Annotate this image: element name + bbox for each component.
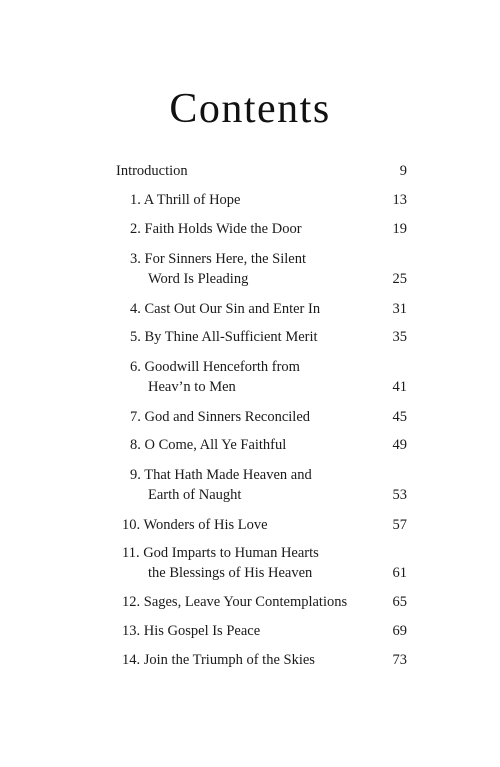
toc-entry-title: 4. Cast Out Our Sin and Enter In: [130, 301, 321, 317]
page-title: Contents: [169, 86, 331, 132]
toc-entry-page: 53: [392, 487, 407, 503]
toc-entry-page: 19: [392, 221, 407, 237]
toc-entry-page: 65: [392, 594, 407, 610]
toc-entry-title: Introduction: [116, 163, 188, 179]
toc-entry-page: 57: [392, 517, 407, 533]
toc-entry-page: 9: [399, 163, 407, 179]
toc-entry-title: 13. His Gospel Is Peace: [122, 623, 261, 639]
toc-entry-title: 8. O Come, All Ye Faithful: [130, 437, 287, 453]
toc-entry-title: 2. Faith Holds Wide the Door: [130, 221, 302, 237]
toc-entry-page: 49: [392, 437, 407, 453]
toc-entry-title: 9. That Hath Made Heaven and: [130, 467, 312, 483]
toc-entry-title: 10. Wonders of His Love: [122, 517, 268, 533]
toc-entry-title: 1. A Thrill of Hope: [130, 192, 241, 208]
toc-entry-title-continued: the Blessings of His Heaven: [148, 565, 313, 581]
toc-entry-page: 35: [392, 329, 407, 345]
toc-entry-title: 7. God and Sinners Reconciled: [130, 409, 311, 425]
toc-entry-title: 14. Join the Triumph of the Skies: [122, 652, 315, 668]
toc-entry-page: 73: [392, 652, 407, 668]
toc-entry-page: 45: [392, 409, 407, 425]
toc-entry-page: 13: [392, 192, 407, 208]
toc-entry-title: 11. God Imparts to Human Hearts: [122, 545, 319, 561]
toc-entry-title: 3. For Sinners Here, the Silent: [130, 251, 306, 267]
toc-entry-page: 61: [392, 565, 407, 581]
toc-entry-title: 12. Sages, Leave Your Contemplations: [122, 594, 348, 610]
toc-entry-page: 31: [392, 301, 407, 317]
toc-entry-title-continued: Word Is Pleading: [148, 271, 249, 287]
toc-entry-page: 41: [392, 379, 407, 395]
toc-entry-page: 25: [392, 271, 407, 287]
toc-entry-page: 69: [392, 623, 407, 639]
toc-entry-title: 6. Goodwill Henceforth from: [130, 359, 300, 375]
toc-entry-title-continued: Earth of Naught: [148, 487, 242, 503]
toc-entry-title-continued: Heav’n to Men: [148, 379, 236, 395]
toc-entry-title: 5. By Thine All-Sufficient Merit: [130, 329, 318, 345]
